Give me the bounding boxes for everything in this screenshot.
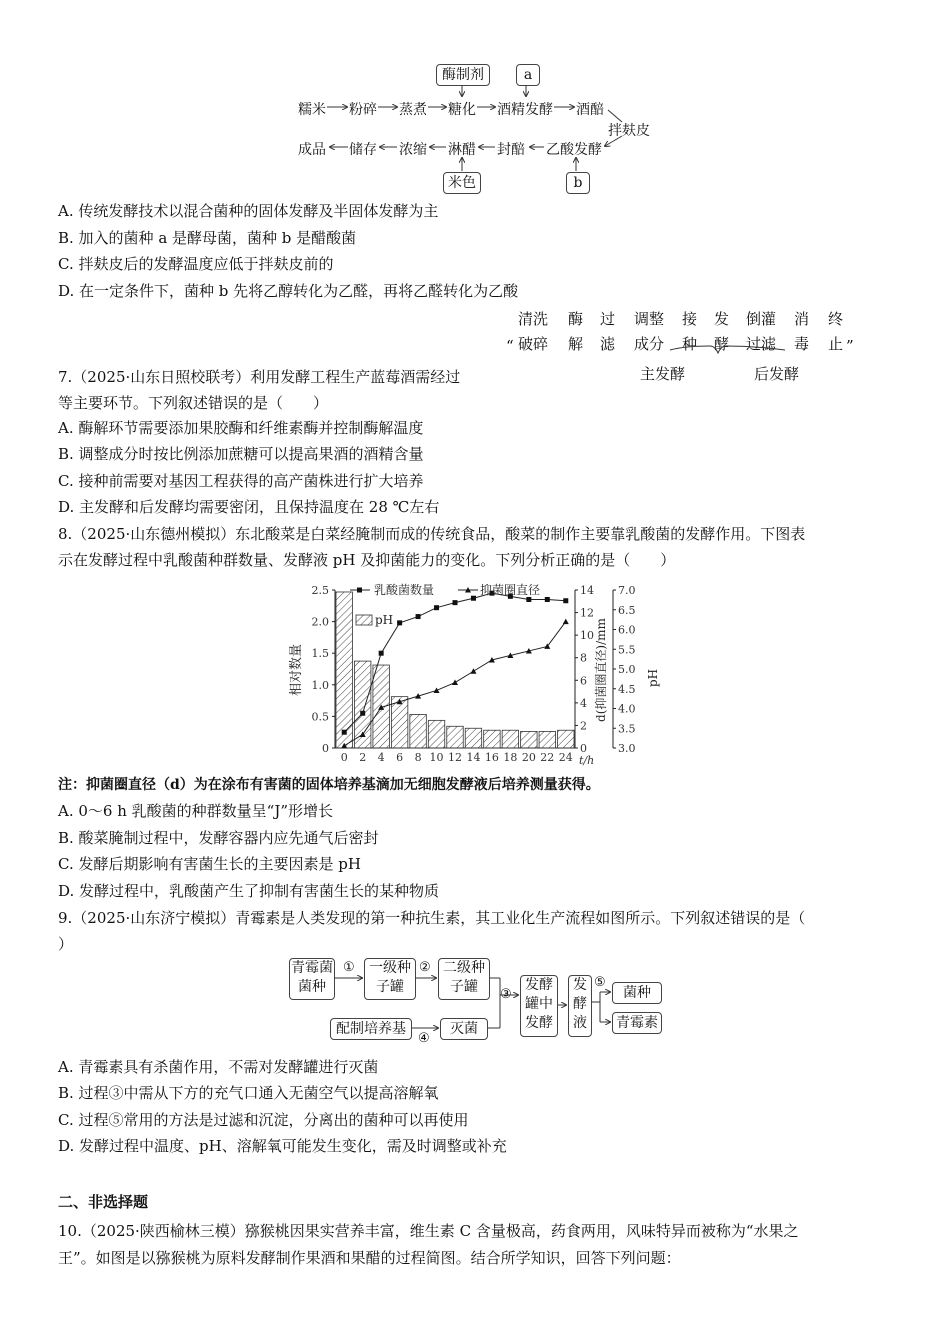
- step-mark: ②: [419, 960, 431, 975]
- legend-ph-swatch: [356, 615, 372, 625]
- y-tick-label: 2.5: [311, 584, 329, 597]
- flow-label: 罐中: [525, 996, 553, 1012]
- count-point: [471, 596, 476, 601]
- flow-label: 液: [573, 1015, 587, 1031]
- y-tick-label: 0.5: [311, 710, 329, 724]
- step-mark: ①: [343, 960, 355, 975]
- main-fermentation-label: 主发酵: [640, 365, 686, 383]
- ph-bar: [521, 731, 537, 748]
- step-bottom: 止: [828, 335, 844, 353]
- q9-stem-2: ）: [58, 935, 74, 953]
- q8-stem-1: 8.（2025·山东德州模拟）东北酸菜是白菜经腌制而成的传统食品，酸菜的制作主要靠乳酸菌的发酵作用。下图表: [58, 525, 806, 543]
- diameter-point: [470, 668, 476, 674]
- flow-node: 成品: [298, 142, 326, 158]
- q6-option-d: D. 在一定条件下，菌种 b 先将乙醇转化为乙醛，再将乙醛转化为乙酸: [58, 282, 519, 300]
- q9-option-a: A. 青霉素具有杀菌作用，不需对发酵罐进行灭菌: [58, 1058, 379, 1076]
- flow-node: 酒醅: [576, 102, 604, 118]
- q9-stem-1: 9.（2025·山东济宁模拟）青霉素是人类发现的第一种抗生素，其工业化生产流程如图所示。下列叙述错误的是（: [58, 909, 806, 927]
- diameter-point: [452, 680, 458, 686]
- flow-label: 青霉素: [612, 1012, 662, 1034]
- count-point: [434, 605, 439, 610]
- flow-node: 粉碎: [349, 102, 377, 118]
- step-bottom: 酵: [714, 335, 730, 353]
- legend-count: 乳酸菌数量: [374, 583, 435, 597]
- count-point: [397, 620, 402, 625]
- brace-lines: [580, 326, 860, 356]
- flow-label: 配制培养基: [330, 1018, 412, 1040]
- count-point: [379, 651, 384, 656]
- flow-label: 子罐: [376, 979, 404, 995]
- count-point: [360, 711, 365, 716]
- count-point: [526, 597, 531, 602]
- fermentation-chart: [280, 578, 680, 773]
- d-tick-label: 14: [580, 584, 594, 597]
- step-top: 清洗: [518, 310, 549, 328]
- ph-bar: [484, 730, 500, 748]
- diameter-point: [563, 619, 569, 625]
- step-mark: ③: [500, 987, 512, 1002]
- ph-bar: [336, 592, 352, 748]
- flow-node: 酒精发酵: [497, 102, 553, 118]
- x-tick-label: 24: [558, 751, 573, 764]
- q9-option-b: B. 过程③中需从下方的充气口通入无菌空气以提高溶解氧: [58, 1084, 439, 1102]
- ph-tick-label: 6.0: [618, 623, 636, 637]
- rice-color-box: 米色: [443, 172, 481, 194]
- flow-label: 二级种: [443, 960, 485, 976]
- q7-option-a: A. 酶解环节需要添加果胶酶和纤维素酶并控制酶解温度: [58, 419, 424, 437]
- step-bottom: 种: [682, 335, 698, 353]
- count-point: [416, 614, 421, 619]
- step-top: 调整: [634, 310, 665, 328]
- d-tick-label: 2: [580, 719, 587, 733]
- y-axis-label: 相对数量: [289, 643, 304, 697]
- flow-side-label: 拌麸皮: [608, 123, 650, 139]
- step-bottom: 滤: [600, 335, 616, 353]
- post-fermentation-label: 后发酵: [754, 365, 800, 383]
- ph-tick-label: 5.5: [618, 643, 636, 657]
- q8-note: 注：抑菌圈直径（d）为在涂布有害菌的固体培养基滴加无细胞发酵液后培养测量获得。: [58, 777, 600, 793]
- q10-line-2: 王”。如图是以猕猴桃为原料发酵制作果酒和果醋的过程简图。结合所学知识，回答下列问题：: [58, 1249, 681, 1267]
- x-tick-label: 16: [484, 751, 499, 764]
- count-point: [453, 600, 458, 605]
- q6-option-b: B. 加入的菌种 a 是酵母菌，菌种 b 是醋酸菌: [58, 229, 357, 247]
- step-bottom: 毒: [794, 335, 810, 353]
- ph-bar: [447, 726, 463, 748]
- flow-label: 一级种: [369, 960, 411, 976]
- d-axis-label: d(抑菌圈直径)/mm: [594, 618, 608, 722]
- ph-bar: [539, 731, 555, 748]
- flow-label: 发酵: [525, 1015, 553, 1031]
- flow-label: 青霉菌: [291, 960, 333, 976]
- flow-node: 封醅: [497, 142, 525, 158]
- flow-label: 菌种: [298, 979, 326, 995]
- q8-option-a: A. 0～6 h 乳酸菌的种群数量呈“J”形增长: [58, 802, 334, 820]
- q6-option-c: C. 拌麸皮后的发酵温度应低于拌麸皮前的: [58, 255, 334, 273]
- q8-option-b: B. 酸菜腌制过程中，发酵容器内应先通气后密封: [58, 829, 379, 847]
- step-mark: ④: [418, 1031, 430, 1046]
- ph-bar: [391, 697, 407, 748]
- step-bottom: 过滤: [746, 335, 777, 353]
- q6-option-a: A. 传统发酵技术以混合菌种的固体发酵及半固体发酵为主: [58, 202, 439, 220]
- q8-option-c: C. 发酵后期影响有害菌生长的主要因素是 pH: [58, 855, 361, 873]
- ph-tick-label: 3.5: [618, 722, 636, 736]
- legend-ph: pH: [375, 613, 394, 627]
- x-tick-label: 10: [429, 751, 444, 764]
- count-point: [342, 730, 347, 735]
- y-tick-label: 2.0: [311, 615, 329, 629]
- q8-option-d: D. 发酵过程中，乳酸菌产生了抑制有害菌生长的某种物质: [58, 882, 440, 900]
- ph-tick-label: 5.0: [618, 663, 636, 676]
- step-top: 过: [600, 310, 616, 328]
- flow-label: 子罐: [450, 979, 478, 995]
- open-quote: “: [506, 337, 514, 355]
- q7-option-c: C. 接种前需要对基因工程获得的高产菌株进行扩大培养: [58, 472, 424, 490]
- x-tick-label: 12: [448, 751, 462, 764]
- d-tick-label: 10: [580, 629, 594, 643]
- q9-option-d: D. 发酵过程中温度、pH、溶解氧可能发生变化，需及时调整或补充: [58, 1137, 507, 1155]
- flow-node: 糖化: [448, 102, 476, 118]
- enzyme-box: 酶制剂: [436, 64, 490, 86]
- d-tick-label: 4: [580, 696, 587, 710]
- flow-node: 淋醋: [448, 142, 476, 158]
- x-tick-label: 8: [414, 751, 422, 764]
- diameter-point: [434, 687, 440, 693]
- d-tick-label: 12: [580, 606, 594, 620]
- step-top: 发: [714, 310, 730, 328]
- ph-bar: [410, 714, 426, 748]
- count-point: [545, 597, 550, 602]
- flow-label: 发: [573, 977, 587, 993]
- legend-count-marker: [357, 588, 362, 593]
- q7-option-d: D. 主发酵和后发酵均需要密闭，且保持温度在 28 ℃左右: [58, 498, 440, 516]
- ph-bar: [502, 730, 518, 748]
- ph-axis-label: pH: [646, 668, 660, 688]
- q9-option-c: C. 过程⑤常用的方法是过滤和沉淀，分离出的菌种可以再使用: [58, 1111, 469, 1129]
- d-tick-label: 8: [580, 651, 587, 665]
- x-tick-label: 4: [377, 751, 385, 764]
- ph-tick-label: 7.0: [618, 584, 636, 597]
- d-tick-label: 6: [580, 674, 587, 688]
- flow-node: 乙酸发酵: [546, 142, 602, 158]
- x-tick-label: 14: [466, 751, 481, 764]
- flow-label: 灭菌: [440, 1018, 488, 1040]
- flow2-arrows: [280, 950, 680, 1050]
- step-bottom: 成分: [634, 335, 665, 353]
- ph-bar: [465, 728, 481, 748]
- x-axis-label: t/h: [579, 754, 595, 767]
- x-tick-label: 20: [521, 751, 536, 764]
- q7-stem-1: 7.（2025·山东日照校联考）利用发酵工程生产蓝莓酒需经过: [58, 368, 461, 386]
- flow-label: 发酵: [525, 977, 553, 993]
- flow-node: 糯米: [298, 102, 326, 118]
- d-tick-label: 0: [580, 742, 587, 755]
- step-top: 酶: [568, 310, 584, 328]
- close-quote: ”: [846, 337, 854, 355]
- step-top: 倒灌: [746, 310, 777, 328]
- ph-tick-label: 3.0: [618, 742, 636, 755]
- section-heading: 二、非选择题: [58, 1193, 149, 1211]
- q8-stem-2: 示在发酵过程中乳酸菌种群数量、发酵液 pH 及抑菌能力的变化。下列分析正确的是（ ）: [58, 551, 676, 569]
- flow-node: 浓缩: [399, 142, 427, 158]
- step-top: 接: [682, 310, 698, 328]
- strain-b-box: b: [566, 172, 590, 194]
- step-bottom: 破碎: [518, 335, 549, 353]
- ph-tick-label: 6.5: [618, 603, 636, 617]
- legend-diameter: 抑菌圈直径: [480, 583, 541, 597]
- x-tick-label: 18: [503, 751, 518, 764]
- flow-node: 储存: [349, 142, 377, 158]
- x-tick-label: 22: [540, 751, 555, 764]
- q10-line-1: 10.（2025·陕西榆林三模）猕猴桃因果实营养丰富，维生素 C 含量极高，药食两用，风味特异而被称为“水果之: [58, 1222, 799, 1240]
- flow-label: 酵: [573, 996, 587, 1012]
- q7-stem-2: 等主要环节。下列叙述错误的是（ ）: [58, 394, 329, 412]
- flow-node: 蒸煮: [399, 102, 427, 118]
- flow-label: 菌种: [612, 982, 662, 1004]
- ph-tick-label: 4.0: [618, 702, 636, 716]
- step-mark: ⑤: [594, 975, 606, 990]
- x-tick-label: 0: [340, 751, 348, 764]
- ph-bar: [558, 730, 574, 748]
- y-tick-label: 0: [322, 742, 329, 755]
- strain-a-box: a: [516, 64, 540, 86]
- step-top: 消: [794, 310, 810, 328]
- count-point: [563, 598, 568, 603]
- q7-option-b: B. 调整成分时按比例添加蔗糖可以提高果酒的酒精含量: [58, 445, 424, 463]
- ph-bar: [428, 720, 444, 748]
- y-tick-label: 1.0: [311, 678, 329, 692]
- ph-tick-label: 4.5: [618, 682, 636, 696]
- step-top: 终: [828, 310, 844, 328]
- flow-arrows: [280, 60, 680, 200]
- step-bottom: 解: [568, 335, 584, 353]
- y-tick-label: 1.5: [311, 647, 329, 661]
- x-tick-label: 2: [359, 751, 367, 764]
- x-tick-label: 6: [396, 751, 404, 764]
